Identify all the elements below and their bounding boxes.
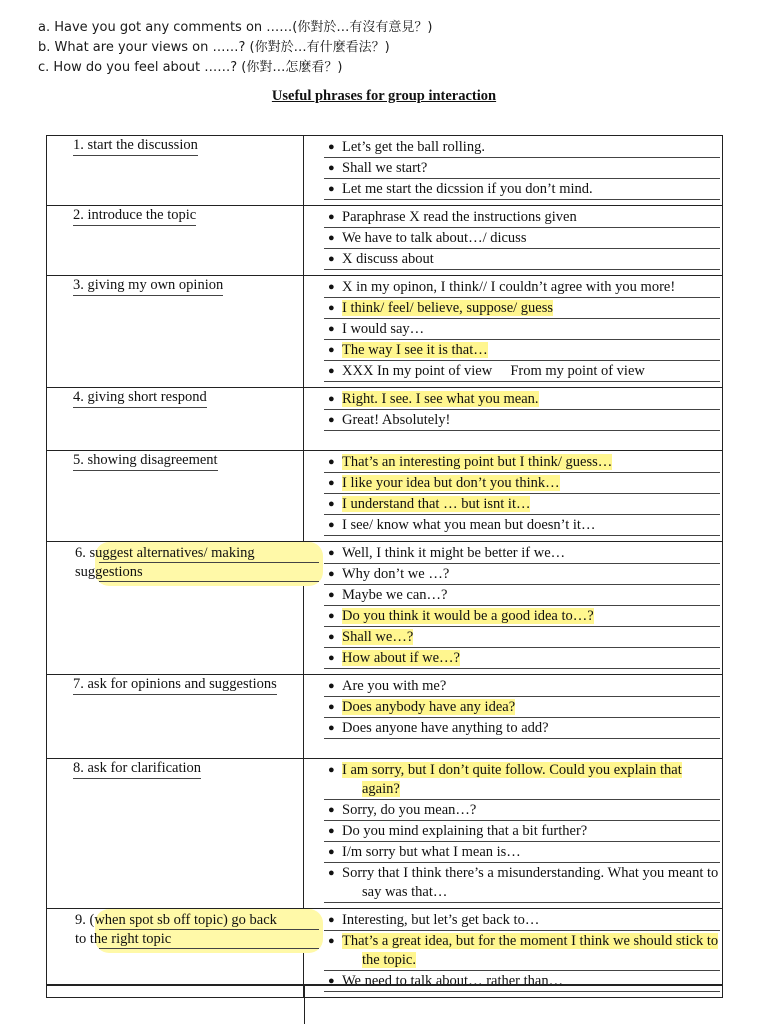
category-label: 8. ask for clarification bbox=[73, 759, 201, 779]
category-cell bbox=[47, 276, 304, 388]
bullet-icon: ● bbox=[328, 631, 335, 643]
bullet-icon: ● bbox=[328, 162, 335, 174]
bullet-icon: ● bbox=[328, 344, 335, 356]
list-item: ● X in my opinon, I think// I couldn’t agree with you more! bbox=[324, 278, 720, 298]
intro-questions bbox=[38, 18, 432, 78]
bullet-icon: ● bbox=[328, 722, 335, 734]
list-item bbox=[324, 628, 720, 648]
bullet-icon: ● bbox=[328, 804, 335, 816]
phrases-cell bbox=[304, 451, 723, 542]
list-item: ● Shall we start? bbox=[324, 159, 720, 179]
category-cell bbox=[47, 136, 304, 206]
list-item: ● Are you with me? bbox=[324, 677, 720, 697]
table-row bbox=[47, 206, 723, 276]
phrase-list bbox=[304, 759, 722, 908]
list-item: ● Paraphrase X read the instructions given bbox=[324, 208, 720, 228]
list-item bbox=[324, 453, 720, 473]
highlighted-phrase: The way I see it is that… bbox=[342, 342, 488, 358]
phrases-cell bbox=[304, 759, 723, 909]
bullet-icon: ● bbox=[328, 589, 335, 601]
bullet-icon: ● bbox=[328, 456, 335, 468]
list-item: ● Interesting, but let’s get back to… bbox=[324, 911, 720, 931]
highlighted-phrase: Right. I see. I see what you mean. bbox=[342, 391, 539, 407]
phrases-cell bbox=[304, 276, 723, 388]
bullet-icon: ● bbox=[328, 935, 335, 947]
bullet-icon: ● bbox=[328, 232, 335, 244]
list-item: ● I see/ know what you mean but doesn’t it… bbox=[324, 516, 720, 536]
page-title bbox=[0, 88, 768, 105]
bullet-icon: ● bbox=[328, 975, 335, 987]
table-row bbox=[47, 451, 723, 542]
bullet-icon: ● bbox=[328, 519, 335, 531]
intro-line-c: c. How do you feel about ……? (你對…怎麼看？) bbox=[38, 60, 343, 75]
phrase-list bbox=[304, 136, 722, 205]
category-label: 2. introduce the topic bbox=[73, 206, 196, 226]
phrases-cell bbox=[304, 206, 723, 276]
table-row bbox=[47, 542, 723, 675]
bullet-icon: ● bbox=[328, 323, 335, 335]
highlighted-phrase: That’s a great idea, but for the moment I think we should stick to the topic. bbox=[342, 933, 719, 968]
category-cell bbox=[47, 206, 304, 276]
highlighted-phrase: Do you think it would be a good idea to…? bbox=[342, 608, 594, 624]
list-item bbox=[324, 649, 720, 669]
phrases-cell bbox=[304, 136, 723, 206]
next-table-top-border bbox=[46, 984, 722, 986]
bullet-icon: ● bbox=[328, 547, 335, 559]
list-item bbox=[324, 698, 720, 718]
list-item: ● We have to talk about…/ dicuss bbox=[324, 229, 720, 249]
category-cell bbox=[47, 451, 304, 542]
category-label: 9. (when spot sb off topic) go back to the right topic bbox=[95, 909, 323, 953]
list-item: ● Why don’t we …? bbox=[324, 565, 720, 585]
bullet-icon: ● bbox=[328, 414, 335, 426]
bullet-icon: ● bbox=[328, 477, 335, 489]
intro-line-a: a. Have you got any comments on ……(你對於…有沒有意見？) bbox=[38, 20, 433, 35]
list-item: ● Well, I think it might be better if we… bbox=[324, 544, 720, 564]
bullet-icon: ● bbox=[328, 568, 335, 580]
bullet-icon: ● bbox=[328, 253, 335, 265]
bullet-icon: ● bbox=[328, 365, 335, 377]
phrase-list bbox=[304, 206, 722, 275]
list-item: ● We need to talk about… rather than… bbox=[324, 972, 720, 992]
bullet-icon: ● bbox=[328, 610, 335, 622]
phrase-list bbox=[304, 675, 722, 744]
bullet-icon: ● bbox=[328, 302, 335, 314]
intro-line-b: b. What are your views on ……? (你對於…有什麼看法？) bbox=[38, 40, 390, 55]
bullet-icon: ● bbox=[328, 498, 335, 510]
bullet-icon: ● bbox=[328, 652, 335, 664]
page-title-text: Useful phrases for group interaction bbox=[271, 88, 497, 104]
bullet-icon: ● bbox=[328, 846, 335, 858]
highlighted-phrase: I understand that … but isnt it… bbox=[342, 496, 531, 512]
category-label: 7. ask for opinions and suggestions bbox=[73, 675, 277, 695]
category-label: 4. giving short respond bbox=[73, 388, 207, 408]
phrase-list bbox=[304, 388, 722, 436]
bullet-icon: ● bbox=[328, 393, 335, 405]
phrase-list bbox=[304, 542, 722, 674]
bullet-icon: ● bbox=[328, 764, 335, 776]
category-cell bbox=[47, 759, 304, 909]
category-cell bbox=[47, 388, 304, 451]
highlighted-phrase: How about if we…? bbox=[342, 650, 460, 666]
highlighted-phrase: That’s an interesting point but I think/ guess… bbox=[342, 454, 613, 470]
phrases-table bbox=[46, 135, 723, 998]
table-row bbox=[47, 136, 723, 206]
list-item: ● Let me start the dicssion if you don’t mind. bbox=[324, 180, 720, 200]
list-item bbox=[324, 341, 720, 361]
category-label: 3. giving my own opinion bbox=[73, 276, 223, 296]
next-table-divider bbox=[304, 984, 305, 1024]
list-item: ● XXX In my point of view From my point of view bbox=[324, 362, 720, 382]
bullet-icon: ● bbox=[328, 183, 335, 195]
table-row bbox=[47, 675, 723, 759]
highlighted-phrase: I like your idea but don’t you think… bbox=[342, 475, 560, 491]
list-item bbox=[324, 761, 720, 800]
list-item: ● Great! Absolutely! bbox=[324, 411, 720, 431]
category-label: 6. suggest alternatives/ making suggestions bbox=[95, 542, 323, 586]
list-item: ● Sorry that I think there’s a misunderstanding. What you meant to say was that… bbox=[324, 864, 720, 903]
table-row bbox=[47, 388, 723, 451]
list-item bbox=[324, 474, 720, 494]
category-cell bbox=[47, 675, 304, 759]
list-item: ● Sorry, do you mean…? bbox=[324, 801, 720, 821]
category-cell bbox=[47, 542, 304, 675]
phrase-list bbox=[304, 276, 722, 387]
table-row bbox=[47, 759, 723, 909]
highlighted-phrase: Does anybody have any idea? bbox=[342, 699, 516, 715]
bullet-icon: ● bbox=[328, 211, 335, 223]
list-item bbox=[324, 299, 720, 319]
bullet-icon: ● bbox=[328, 825, 335, 837]
list-item: ● Maybe we can…? bbox=[324, 586, 720, 606]
list-item: ● I would say… bbox=[324, 320, 720, 340]
list-item bbox=[324, 495, 720, 515]
list-item: ● Does anyone have anything to add? bbox=[324, 719, 720, 739]
bullet-icon: ● bbox=[328, 680, 335, 692]
highlighted-phrase: Shall we…? bbox=[342, 629, 414, 645]
list-item bbox=[324, 932, 720, 971]
phrases-cell bbox=[304, 542, 723, 675]
list-item: ● Do you mind explaining that a bit further? bbox=[324, 822, 720, 842]
phrases-cell bbox=[304, 388, 723, 451]
list-item: ● X discuss about bbox=[324, 250, 720, 270]
list-item bbox=[324, 390, 720, 410]
bullet-icon: ● bbox=[328, 867, 335, 879]
table-row bbox=[47, 276, 723, 388]
bullet-icon: ● bbox=[328, 281, 335, 293]
highlighted-phrase: I think/ feel/ believe, suppose/ guess bbox=[342, 300, 554, 316]
bullet-icon: ● bbox=[328, 701, 335, 713]
category-label: 1. start the discussion bbox=[73, 136, 198, 156]
bullet-icon: ● bbox=[328, 141, 335, 153]
list-item: ● I/m sorry but what I mean is… bbox=[324, 843, 720, 863]
list-item: ● Let’s get the ball rolling. bbox=[324, 138, 720, 158]
list-item bbox=[324, 607, 720, 627]
category-label: 5. showing disagreement bbox=[73, 451, 218, 471]
highlighted-phrase: I am sorry, but I don’t quite follow. Could you explain that again? bbox=[342, 762, 682, 797]
bullet-icon: ● bbox=[328, 914, 335, 926]
phrase-list bbox=[304, 451, 722, 541]
phrases-cell bbox=[304, 675, 723, 759]
